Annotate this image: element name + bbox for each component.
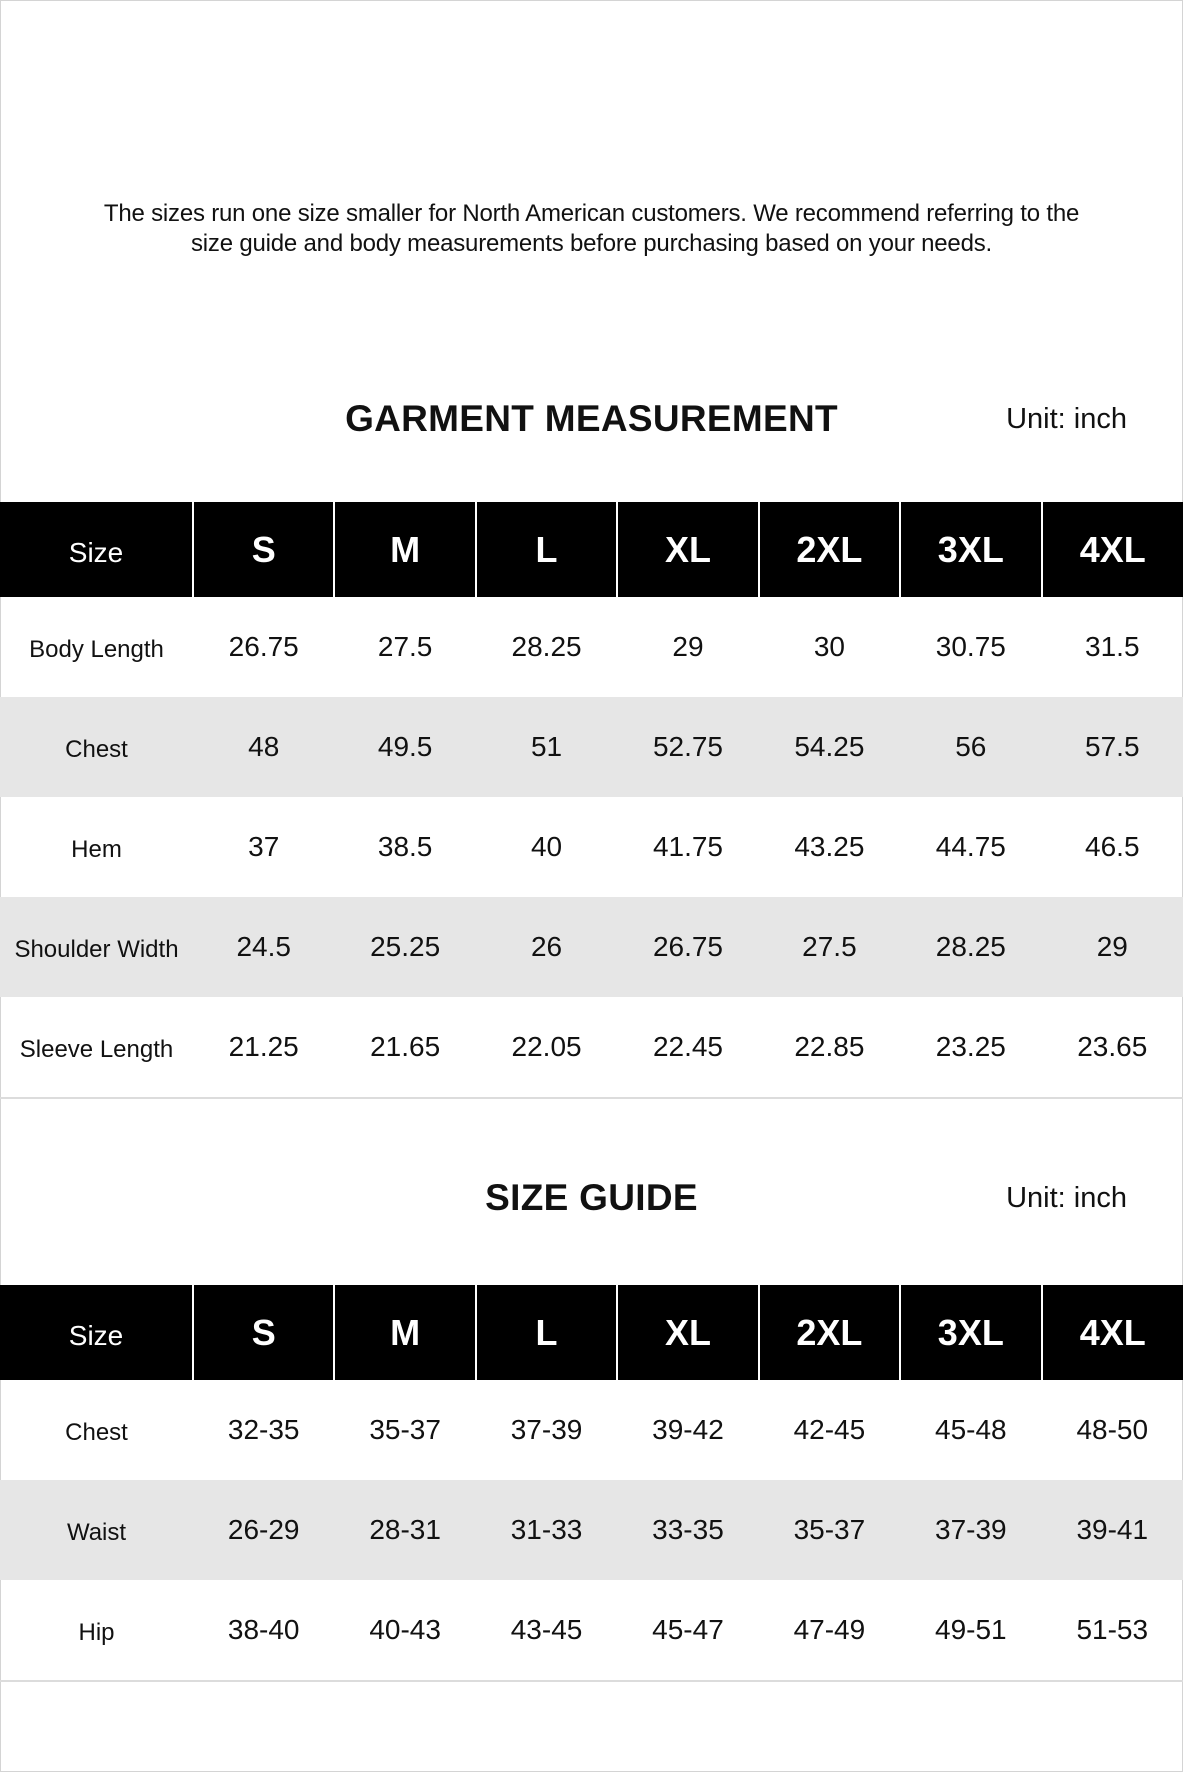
measurement-value: 38.5 bbox=[377, 831, 433, 862]
measurement-value: 28.25 bbox=[511, 631, 582, 662]
measurement-value: 52.75 bbox=[617, 697, 758, 797]
measurement-label: Body Length bbox=[29, 636, 164, 663]
measurement-value: 22.45 bbox=[617, 997, 758, 1098]
measurement-value: 29 bbox=[672, 631, 704, 662]
measurement-value: 57.5 bbox=[1042, 697, 1183, 797]
measurement-value: 33-35 bbox=[617, 1480, 758, 1580]
table-header-row bbox=[0, 1285, 1183, 1380]
measurement-label: Waist bbox=[0, 1480, 193, 1580]
measurement-value: 32-35 bbox=[227, 1414, 300, 1445]
measurement-value: 22.05 bbox=[476, 997, 617, 1098]
measurement-value: 51 bbox=[476, 697, 617, 797]
size-header-cell: XL bbox=[617, 502, 758, 597]
size-header-cell: S bbox=[193, 502, 334, 597]
unit-label: Unit: inch bbox=[1006, 403, 1127, 435]
measurement-value: 47-49 bbox=[759, 1580, 900, 1681]
size-header-cell: 2XL bbox=[759, 1285, 900, 1380]
measurement-label: Chest bbox=[0, 697, 193, 797]
size-header-cell: S bbox=[193, 1285, 334, 1380]
section-title: GARMENT MEASUREMENT bbox=[345, 398, 838, 439]
garment-measurement-table bbox=[0, 502, 1183, 1099]
measurement-value: 48 bbox=[193, 697, 334, 797]
measurement-label: Sleeve Length bbox=[0, 997, 193, 1098]
measurement-label: Shoulder Width bbox=[0, 897, 193, 997]
measurement-value: 29 bbox=[1042, 897, 1183, 997]
measurement-value: 43-45 bbox=[476, 1580, 617, 1681]
measurement-value: 30 bbox=[813, 631, 845, 662]
garment-measurement-header bbox=[0, 389, 1183, 449]
size-header-cell: M bbox=[334, 502, 475, 597]
measurement-value: 56 bbox=[900, 697, 1041, 797]
measurement-value: 25.25 bbox=[334, 897, 475, 997]
measurement-value: 24.5 bbox=[193, 897, 334, 997]
measurement-value: 23.25 bbox=[900, 997, 1041, 1098]
measurement-value: 38-40 bbox=[193, 1580, 334, 1681]
measurement-value: 28-31 bbox=[334, 1480, 475, 1580]
measurement-value: 27.5 bbox=[759, 897, 900, 997]
size-header-cell: 4XL bbox=[1042, 1285, 1183, 1380]
size-header-label: Size bbox=[0, 1285, 193, 1380]
measurement-value: 26.75 bbox=[228, 631, 299, 662]
measurement-value: 37-39 bbox=[900, 1480, 1041, 1580]
sizing-notice: The sizes run one size smaller for North American customers. We recommend referring to the size guide and body measurements before purchasing based on your needs. bbox=[103, 200, 1080, 257]
measurement-value: 31.5 bbox=[1085, 631, 1140, 662]
measurement-value: 46.5 bbox=[1085, 831, 1140, 862]
size-header-cell: 4XL bbox=[1042, 502, 1183, 597]
measurement-value: 43.25 bbox=[794, 831, 865, 862]
table-row bbox=[0, 1580, 1183, 1681]
measurement-label: Chest bbox=[65, 1419, 128, 1446]
table-row bbox=[0, 1380, 1183, 1480]
size-header-label: Size bbox=[0, 502, 193, 597]
table-row bbox=[0, 697, 1183, 797]
size-header-cell: 2XL bbox=[759, 502, 900, 597]
measurement-value: 26-29 bbox=[193, 1480, 334, 1580]
size-guide-header bbox=[0, 1168, 1183, 1228]
measurement-value: 31-33 bbox=[476, 1480, 617, 1580]
measurement-value: 54.25 bbox=[759, 697, 900, 797]
table-row bbox=[0, 997, 1183, 1098]
measurement-value: 48-50 bbox=[1076, 1414, 1149, 1445]
measurement-value: 39-41 bbox=[1042, 1480, 1183, 1580]
measurement-value: 45-48 bbox=[935, 1414, 1007, 1445]
measurement-value: 49.5 bbox=[334, 697, 475, 797]
measurement-value: 37-39 bbox=[510, 1414, 583, 1445]
size-guide-table bbox=[0, 1285, 1183, 1682]
measurement-value: 44.75 bbox=[935, 831, 1006, 862]
measurement-value: 27.5 bbox=[377, 631, 433, 662]
measurement-value: 42-45 bbox=[793, 1414, 866, 1445]
table-row bbox=[0, 797, 1183, 897]
measurement-value: 35-37 bbox=[369, 1414, 441, 1445]
measurement-value: 45-47 bbox=[617, 1580, 758, 1681]
measurement-value: 21.65 bbox=[334, 997, 475, 1098]
measurement-value: 26 bbox=[476, 897, 617, 997]
table-header-row bbox=[0, 502, 1183, 597]
measurement-value: 22.85 bbox=[759, 997, 900, 1098]
measurement-value: 39-42 bbox=[652, 1414, 724, 1445]
unit-label: Unit: inch bbox=[1006, 1182, 1127, 1214]
table-row bbox=[0, 1480, 1183, 1580]
measurement-value: 35-37 bbox=[759, 1480, 900, 1580]
table-row bbox=[0, 897, 1183, 997]
section-title: SIZE GUIDE bbox=[485, 1177, 698, 1218]
measurement-value: 28.25 bbox=[900, 897, 1041, 997]
size-header-cell: M bbox=[334, 1285, 475, 1380]
measurement-value: 51-53 bbox=[1042, 1580, 1183, 1681]
measurement-label: Hip bbox=[0, 1580, 193, 1681]
measurement-value: 30.75 bbox=[935, 631, 1006, 662]
table-row bbox=[0, 597, 1183, 697]
measurement-value: 21.25 bbox=[193, 997, 334, 1098]
measurement-value: 26.75 bbox=[617, 897, 758, 997]
size-header-cell: L bbox=[476, 1285, 617, 1380]
size-header-cell: 3XL bbox=[900, 502, 1041, 597]
measurement-value: 49-51 bbox=[900, 1580, 1041, 1681]
measurement-value: 40 bbox=[530, 831, 563, 862]
size-header-cell: 3XL bbox=[900, 1285, 1041, 1380]
measurement-value: 40-43 bbox=[334, 1580, 475, 1681]
measurement-label: Hem bbox=[71, 836, 122, 863]
measurement-value: 37 bbox=[248, 831, 280, 862]
measurement-value: 41.75 bbox=[652, 831, 724, 862]
size-header-cell: XL bbox=[617, 1285, 758, 1380]
size-header-cell: L bbox=[476, 502, 617, 597]
measurement-value: 23.65 bbox=[1042, 997, 1183, 1098]
